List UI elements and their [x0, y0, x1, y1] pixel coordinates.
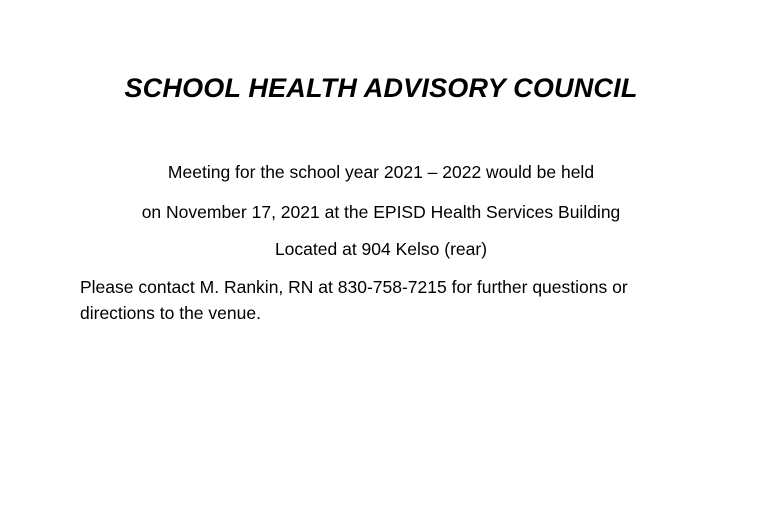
address-line: Located at 904 Kelso (rear) [274, 239, 488, 259]
meeting-line: Meeting for the school year 2021 – 2022 would be held [167, 162, 595, 182]
contact-paragraph: Please contact M. Rankin, RN at 830-758-7215 for further questions or directions to the venue. [80, 277, 628, 323]
date-location-line: on November 17, 2021 at the EPISD Health Services Building [141, 202, 621, 222]
page-title: SCHOOL HEALTH ADVISORY COUNCIL [124, 73, 638, 103]
